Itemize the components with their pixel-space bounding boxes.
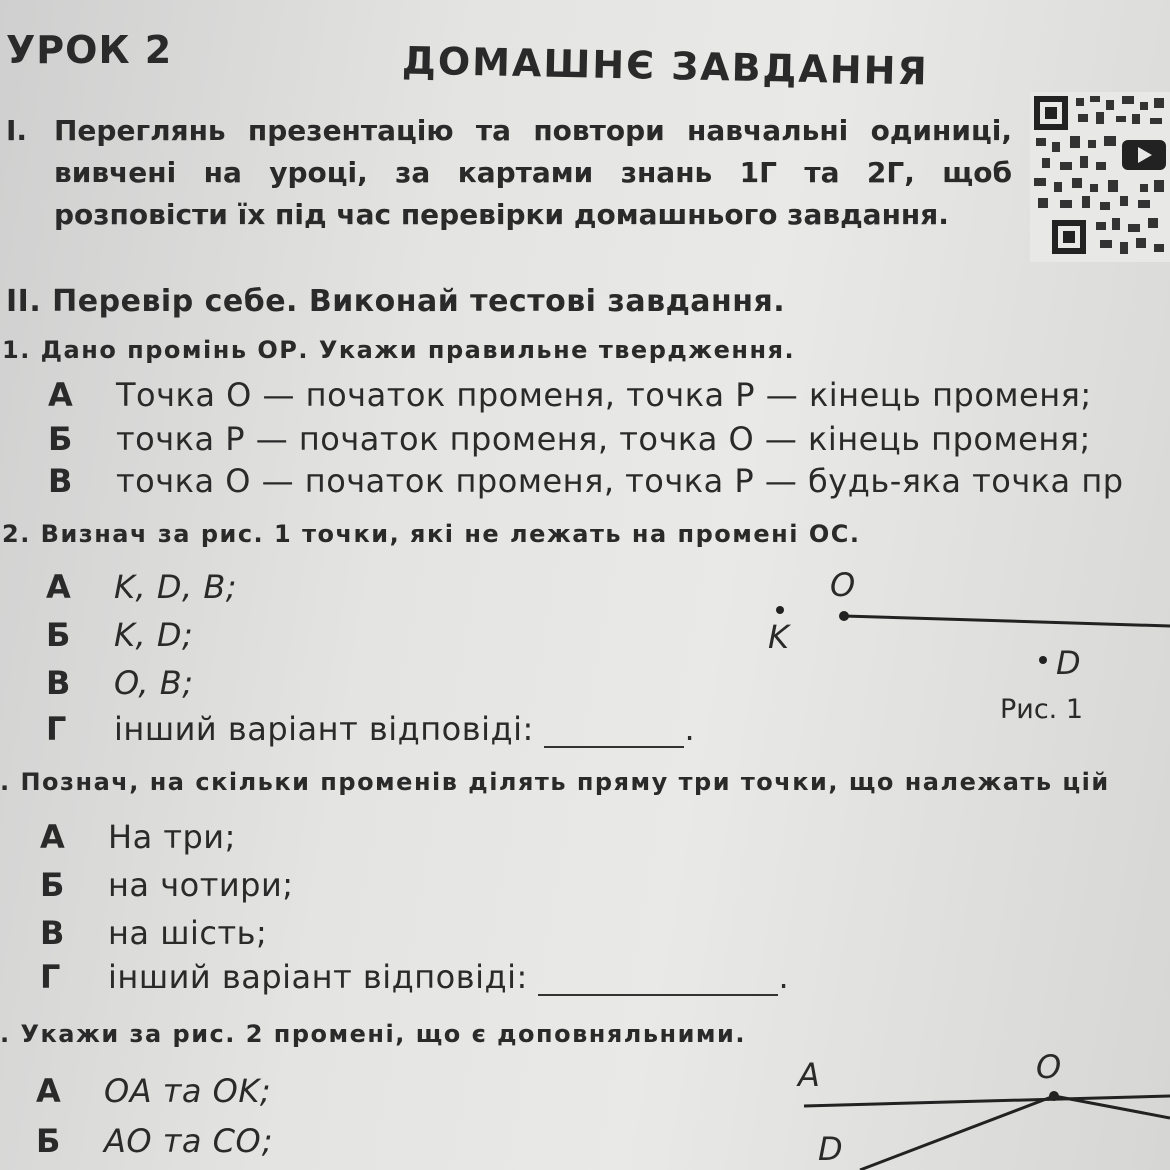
line-do xyxy=(860,1096,1054,1170)
ray-oc xyxy=(844,616,1170,626)
option-letter: Г xyxy=(46,710,67,748)
q1-option-c xyxy=(48,462,1124,500)
option-text: На три; xyxy=(108,818,236,856)
option-letter: Б xyxy=(46,616,71,654)
option-letter: Б xyxy=(36,1122,61,1160)
qr-code-icon xyxy=(1030,92,1170,262)
option-letter: А xyxy=(36,1072,62,1110)
option-text: OA та OK; xyxy=(104,1072,272,1110)
option-text: інший варіант відповіді: xyxy=(114,710,534,748)
option-letter: Б xyxy=(40,866,65,904)
label-o: O xyxy=(1036,1048,1062,1086)
question-3: . Познач, на скільки променів ділять пряму три точки, що належать цій xyxy=(0,768,1110,796)
q2-option-a xyxy=(46,568,237,606)
option-text: K, D, B; xyxy=(114,568,238,606)
figure-2 xyxy=(800,1060,1170,1170)
label-o: O xyxy=(830,566,856,604)
option-text: точка Р — початок променя, точка О — кінець променя; xyxy=(116,420,1091,458)
option-text: AO та CO; xyxy=(104,1122,274,1160)
q3-option-a xyxy=(40,818,236,856)
q4-option-b xyxy=(36,1122,273,1160)
option-letter: Г xyxy=(40,958,61,996)
option-text: на шість; xyxy=(108,914,268,952)
page-title: ДОМАШНЄ ЗАВДАННЯ xyxy=(401,38,930,94)
option-letter: Б xyxy=(48,420,73,458)
question-2: 2. Визнач за рис. 1 точки, які не лежать на промені ОС. xyxy=(2,520,861,548)
q2-option-c xyxy=(46,664,193,702)
point-o xyxy=(839,611,849,621)
option-letter: А xyxy=(46,568,72,606)
option-letter: В xyxy=(40,914,65,952)
option-letter: А xyxy=(48,376,74,414)
q2-option-b xyxy=(46,616,193,654)
answer-line[interactable] xyxy=(544,718,684,748)
task-1-number: I. xyxy=(6,114,28,147)
question-4: . Укажи за рис. 2 промені, що є доповняльними. xyxy=(0,1020,746,1048)
q3-option-d: Г інший варіант відповіді: . xyxy=(40,958,790,996)
option-text: O, B; xyxy=(114,664,194,702)
lesson-number: УРОК 2 xyxy=(6,28,173,72)
label-a: A xyxy=(798,1056,820,1094)
point-k xyxy=(776,606,784,614)
figure-1 xyxy=(760,560,1170,740)
option-text: K, D; xyxy=(114,616,194,654)
line-ao xyxy=(804,1096,1170,1106)
task-2-heading: II. Перевір себе. Виконай тестові завдання. xyxy=(6,284,786,319)
option-text: Точка О — початок променя, точка Р — кінець променя; xyxy=(116,376,1092,414)
q2-option-d: Г інший варіант відповіді: . xyxy=(46,710,696,748)
option-text: інший варіант відповіді: xyxy=(108,958,528,996)
q1-option-a xyxy=(48,376,1092,414)
question-1: 1. Дано промінь ОР. Укажи правильне твердження. xyxy=(2,336,796,364)
option-letter: А xyxy=(40,818,66,856)
figure-1-caption: Рис. 1 xyxy=(1000,694,1084,725)
label-d: D xyxy=(1056,644,1081,682)
q1-option-b xyxy=(48,420,1091,458)
point-d xyxy=(1039,656,1047,664)
q3-option-c xyxy=(40,914,267,952)
point-o xyxy=(1049,1091,1059,1101)
option-text: точка О — початок променя, точка Р — будь-яка точка пр xyxy=(116,462,1124,500)
option-letter: В xyxy=(46,664,71,702)
label-d: D xyxy=(818,1130,843,1168)
q3-option-b xyxy=(40,866,294,904)
ray-o-right xyxy=(1054,1096,1170,1118)
option-letter: В xyxy=(48,462,73,500)
q4-option-a xyxy=(36,1072,271,1110)
answer-line[interactable] xyxy=(538,966,778,996)
option-text: на чотири; xyxy=(108,866,294,904)
task-1-text: Переглянь презентацію та повтори навчальні одиниці, вивчені на уроці, за картами знань 1Г та 2Г, щоб розповісти їх під час перевірки домашнього завдання. xyxy=(54,114,1012,231)
label-k: K xyxy=(768,618,789,656)
